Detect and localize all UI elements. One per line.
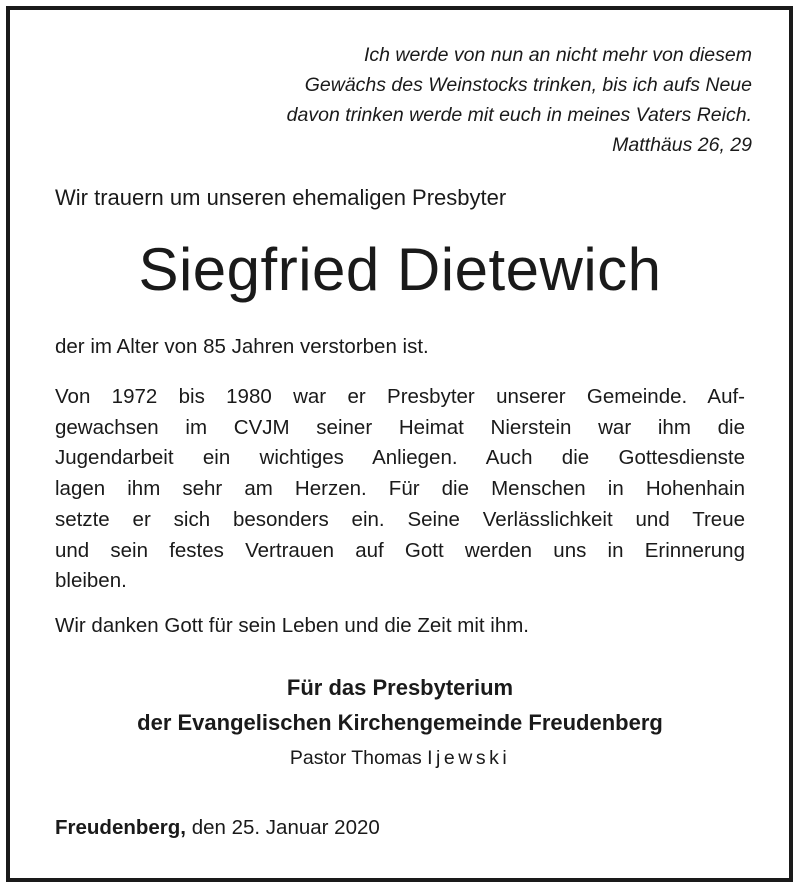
verse-reference: Matthäus 26, 29 — [612, 134, 752, 156]
verse-line-1: Ich werde von nun an nicht mehr von diesem — [363, 44, 752, 66]
place: Freudenberg, — [55, 816, 186, 839]
thanks-line: Wir danken Gott für sein Leben und die Zeit mit ihm. — [55, 614, 530, 637]
pastor-title: Pastor Thomas — [289, 747, 422, 769]
place-date — [55, 813, 380, 843]
pastor-surname: Ijewski — [427, 747, 511, 769]
date: den 25. Januar 2020 — [191, 816, 380, 839]
verse-line-2: Gewächs des Weinstocks trinken, bis ich aufs Neue — [304, 74, 752, 96]
deceased-name: Siegfried Dietewich — [138, 236, 662, 303]
tribute-line: setzte er sich besonders ein. Seine Verlässlichkeit und Treue — [55, 507, 745, 531]
tribute-line: Jugendarbeit ein wichtiges Anliegen. Auch die Gottesdienste — [55, 446, 745, 470]
signature-line-1: Für das Presbyterium — [286, 675, 514, 700]
age-line: der im Alter von 85 Jahren verstorben ist. — [55, 335, 429, 358]
signature-block — [0, 670, 800, 772]
tribute-paragraph — [55, 382, 745, 597]
signature-line-2: der Evangelischen Kirchengemeinde Freudenberg — [137, 710, 663, 735]
tribute-line: lagen ihm sehr am Herzen. Für die Menschen in Hohenhain — [55, 477, 745, 501]
tribute-line: gewachsen im CVJM seiner Heimat Nierstein war ihm die — [55, 415, 745, 439]
mourning-intro: Wir trauern um unseren ehemaligen Presbyter — [55, 185, 507, 210]
tribute-line: bleiben. — [55, 569, 127, 593]
verse-line-3: davon trinken werde mit euch in meines Vaters Reich. — [286, 104, 752, 126]
pastor-name — [0, 744, 800, 772]
tribute-line: Von 1972 bis 1980 war er Presbyter unserer Gemeinde. Auf- — [55, 385, 745, 408]
bible-verse — [152, 40, 752, 160]
tribute-line: und sein festes Vertrauen auf Gott werden uns in Erinnerung — [55, 538, 745, 562]
